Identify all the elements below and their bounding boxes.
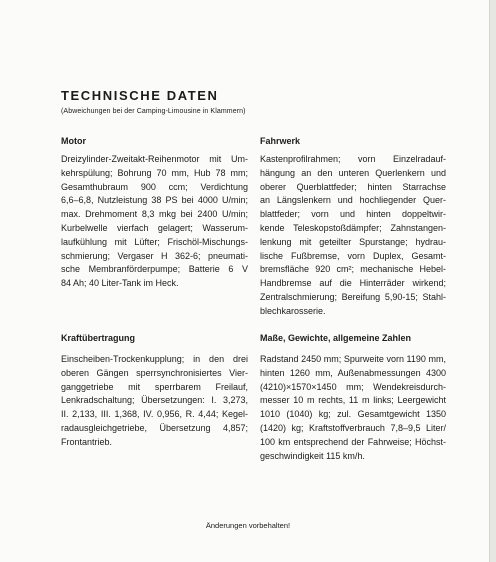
fahrwerk-line: lische Fußbremse, vorn Duplex, Gesamt- — [260, 250, 446, 261]
kraftuebertragung-line: II. 2,133, III. 1,368, IV. 0,956, R. 4,44; Kegel- — [61, 409, 248, 420]
motor-line: Dreizylinder-Zweitakt-Reihenmotor mit Um- — [61, 154, 248, 164]
fahrwerk-heading: Fahrwerk — [260, 136, 301, 146]
masse-line: (4210)×1570×1450 mm; Wendekreisdurch- — [260, 381, 446, 392]
kraftuebertragung-line: Einscheiben-Trockenkupplung; in den drei — [61, 354, 248, 364]
fahrwerk-line: blechkarosserie. — [260, 305, 326, 316]
fahrwerk-line: an Längslenkern und hochliegender Quer- — [260, 195, 446, 206]
masse-line: 1010 (1040) kg; zul. Gesamtgewicht 1350 — [260, 409, 446, 420]
page-title: TECHNISCHE DATEN — [61, 88, 219, 103]
masse-line: 100 km entsprechend der Fahrweise; Höchst- — [260, 436, 446, 447]
motor-line: laufkühlung mit Lüfter; Frischöl-Mischungs- — [61, 236, 248, 247]
fahrwerk-line: hängung an den unteren Querlenkern und — [260, 167, 446, 178]
kraftuebertragung-line: oberen Gängen sperrsynchronisiertes Vier- — [61, 367, 248, 378]
motor-line: max. Drehmoment 8,3 mkg bei 2400 U/min; — [61, 209, 248, 220]
motor-line: 6,6–6,8, Nutzleistung 38 PS bei 4000 U/min; — [61, 195, 248, 206]
kraftuebertragung-text — [61, 353, 248, 450]
masse-text — [260, 353, 446, 463]
fahrwerk-line: Kastenprofilrahmen; vorn Einzelradauf- — [260, 154, 446, 164]
masse-heading: Maße, Gewichte, allgemeine Zahlen — [260, 333, 412, 343]
motor-heading: Motor — [61, 136, 86, 146]
motor-line: sche Membranförderpumpe; Batterie 6 V — [61, 264, 248, 275]
motor-line: Gesamthubraum 900 ccm; Verdichtung — [61, 181, 248, 192]
motor-line: 84 Ah; 40 Liter-Tank im Heck. — [61, 278, 179, 289]
footer-note: Änderungen vorbehalten! — [205, 521, 291, 530]
fahrwerk-line: lenkung mit geteilter Spurstange; hydrau- — [260, 236, 446, 247]
fahrwerk-text — [260, 153, 446, 319]
masse-line: hinten 1260 mm, Außenabmessungen 4300 — [260, 367, 446, 378]
fahrwerk-line: Handbremse auf die Hinterräder wirkend; — [260, 278, 446, 289]
motor-line: schmierung; Vergaser H 362-6; pneumati- — [61, 250, 248, 261]
masse-line: messer 10 m rechts, 11 m links; Leergewicht — [260, 395, 446, 406]
motor-text — [61, 153, 248, 291]
fahrwerk-line: bremsfläche 920 cm²; mechanische Hebel- — [260, 264, 446, 275]
page-subtitle: (Abweichungen bei der Camping-Limousine in Klammern) — [61, 108, 246, 115]
kraftuebertragung-line: ganggetriebe mit sperrbarem Freilauf, — [61, 381, 248, 392]
masse-line: Radstand 2450 mm; Spurweite vorn 1190 mm, — [260, 354, 446, 364]
kraftuebertragung-line: Frontantrieb. — [61, 436, 113, 447]
masse-line: (1420) kg; Kraftstoffverbrauch 7,8–9,5 Liter/ — [260, 422, 446, 433]
fahrwerk-line: oberer Querblattfeder; hinten Starrachse — [260, 181, 446, 192]
motor-line: Kurbelwelle vierfach gelagert; Wasserum- — [61, 222, 248, 233]
kraftuebertragung-heading: Kraftübertragung — [61, 333, 135, 343]
kraftuebertragung-line: radausgleichgetriebe, Übersetzung 4,857; — [61, 422, 248, 433]
kraftuebertragung-line: Lenkradschaltung; Übersetzungen: I. 3,273, — [61, 395, 248, 406]
masse-line: geschwindigkeit 115 km/h. — [260, 450, 365, 461]
fahrwerk-line: blattfeder; vorn und hinten doppeltwir- — [260, 209, 446, 220]
fahrwerk-line: kende Teleskopstoßdämpfer; Zahnstangen- — [260, 222, 446, 233]
fahrwerk-line: Zentralschmierung; Bereifung 5,90-15; Stahl- — [260, 291, 446, 302]
motor-line: kehrspülung; Bohrung 70 mm, Hub 78 mm; — [61, 167, 248, 178]
page-edge — [489, 0, 496, 562]
